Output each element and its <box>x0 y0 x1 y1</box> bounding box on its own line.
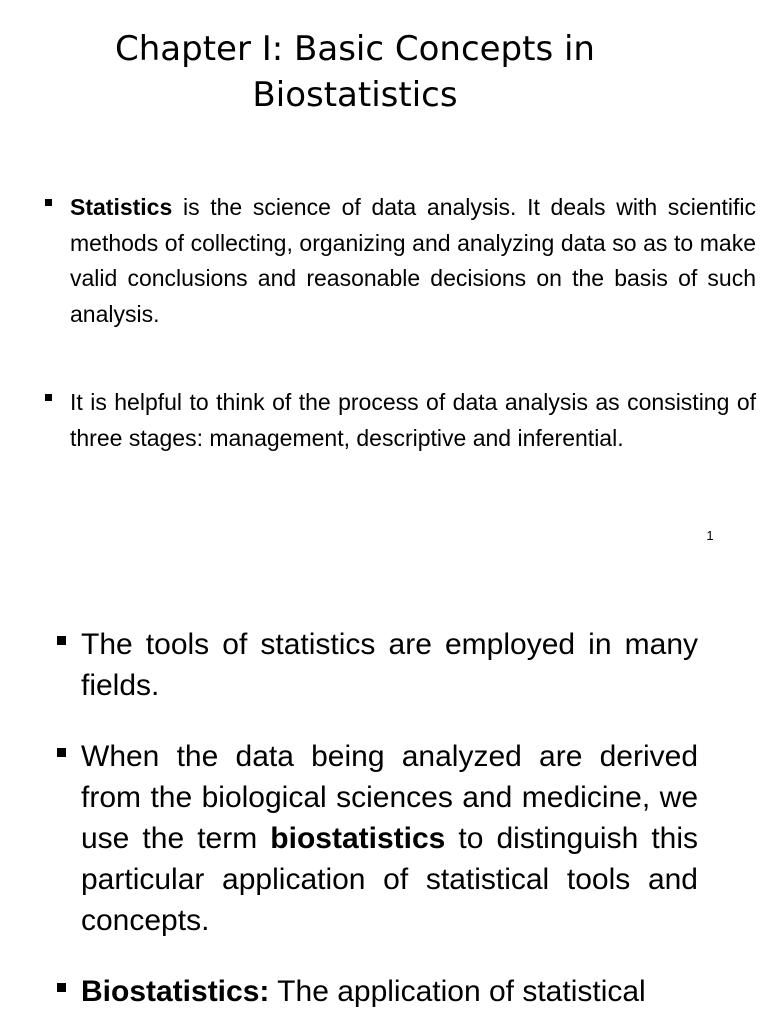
square-bullet-icon <box>57 748 66 757</box>
bullet-text: It is helpful to think of the process of data analysis as consisting of three stages: management, descriptive and inferential. <box>70 389 756 451</box>
bullet-text: When the data being analyzed are derived from the biological sciences and medicine, we use the term <box>81 740 698 855</box>
term-biostatistics: biostatistics <box>270 822 446 855</box>
square-bullet-icon <box>45 199 52 206</box>
slide1-bullet-list <box>70 190 756 509</box>
bullet-statistics-tools <box>81 624 698 706</box>
bullet-text-continued: to distinguish this particular application of statistical tools and concepts. <box>81 822 699 937</box>
bullet-biostatistics-term <box>81 736 698 941</box>
bullet-statistics-definition <box>70 190 756 332</box>
bullet-data-analysis-stages <box>70 385 756 456</box>
square-bullet-icon <box>45 394 52 401</box>
bullet-text: The application of statistical <box>269 975 646 1008</box>
page-number: 1 <box>706 528 714 543</box>
slide2-bullet-list <box>81 624 698 1024</box>
square-bullet-icon <box>57 983 66 992</box>
term-biostatistics-label: Biostatistics: <box>81 975 270 1008</box>
slide-title: Chapter I: Basic Concepts in Biostatistics <box>115 29 595 115</box>
bullet-biostatistics-definition <box>81 971 698 1012</box>
bullet-text: is the science of data analysis. It deals with scientific methods of collecting, organizing and analyzing data so as to make valid conclusions and reasonable decisions on the basis of such analysis. <box>70 194 756 327</box>
term-statistics: Statistics <box>70 194 173 220</box>
square-bullet-icon <box>57 636 66 645</box>
bullet-text: The tools of statistics are employed in many fields. <box>81 628 698 702</box>
